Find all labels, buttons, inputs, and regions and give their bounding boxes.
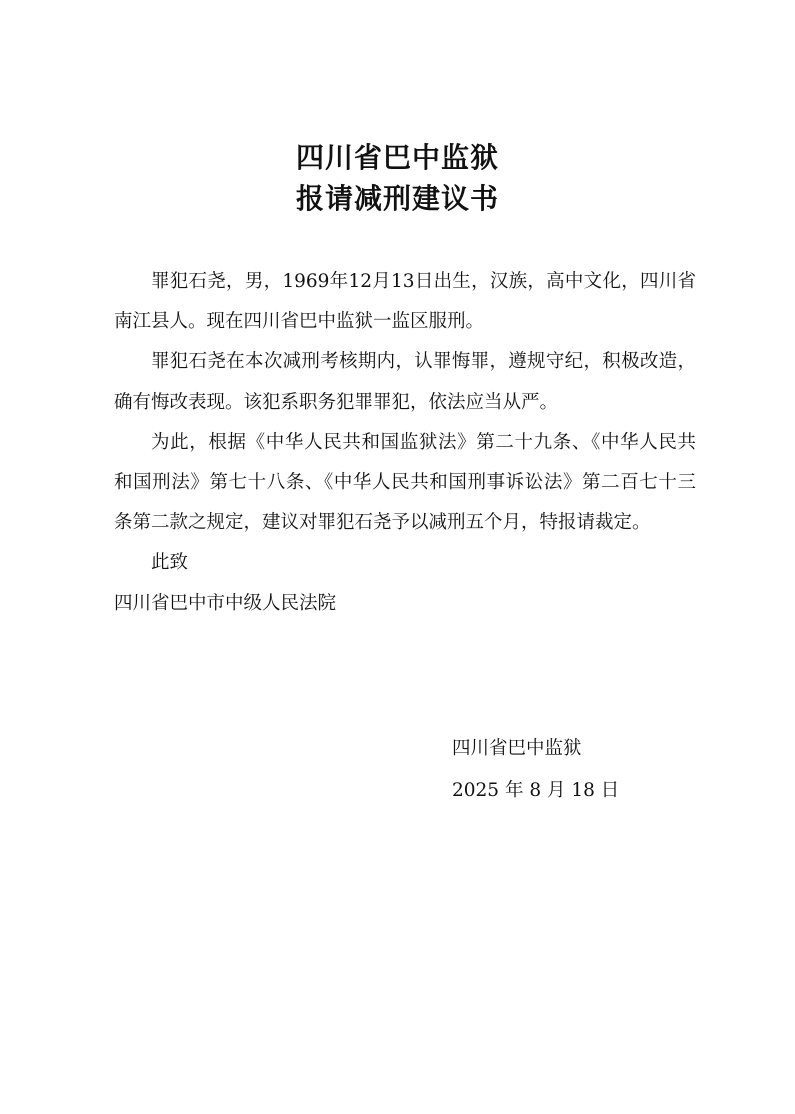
paragraph-prisoner-info: 罪犯石尧，男，1969年12月13日出生，汉族，高中文化，四川省南江县人。现在四川省巴中监狱一监区服刑。 [114, 271, 696, 333]
paragraph-closing: 此致 [151, 552, 189, 574]
paragraph-legal-basis: 为此，根据《中华人民共和国监狱法》第二十九条、《中华人民共和国刑法》第七十八条、《中华人民共和国刑事诉讼法》第二百七十三条第二款之规定，建议对罪犯石尧予以减刑五个月，特报请裁定。 [114, 431, 696, 534]
signature-date: 2025 年 8 月 18 日 [452, 780, 620, 801]
document-body [114, 262, 696, 624]
signature-organization: 四川省巴中监狱 [452, 738, 582, 759]
document-title-line-2: 报请减刑建议书 [295, 182, 499, 215]
paragraph-assessment: 罪犯石尧在本次减刑考核期内，认罪悔罪，遵规守纪，积极改造，确有悔改表现。该犯系职务犯罪罪犯，依法应当从严。 [114, 351, 696, 413]
document-title-line-1: 四川省巴中监狱 [295, 141, 499, 174]
addressee: 四川省巴中市中级人民法院 [114, 592, 337, 614]
